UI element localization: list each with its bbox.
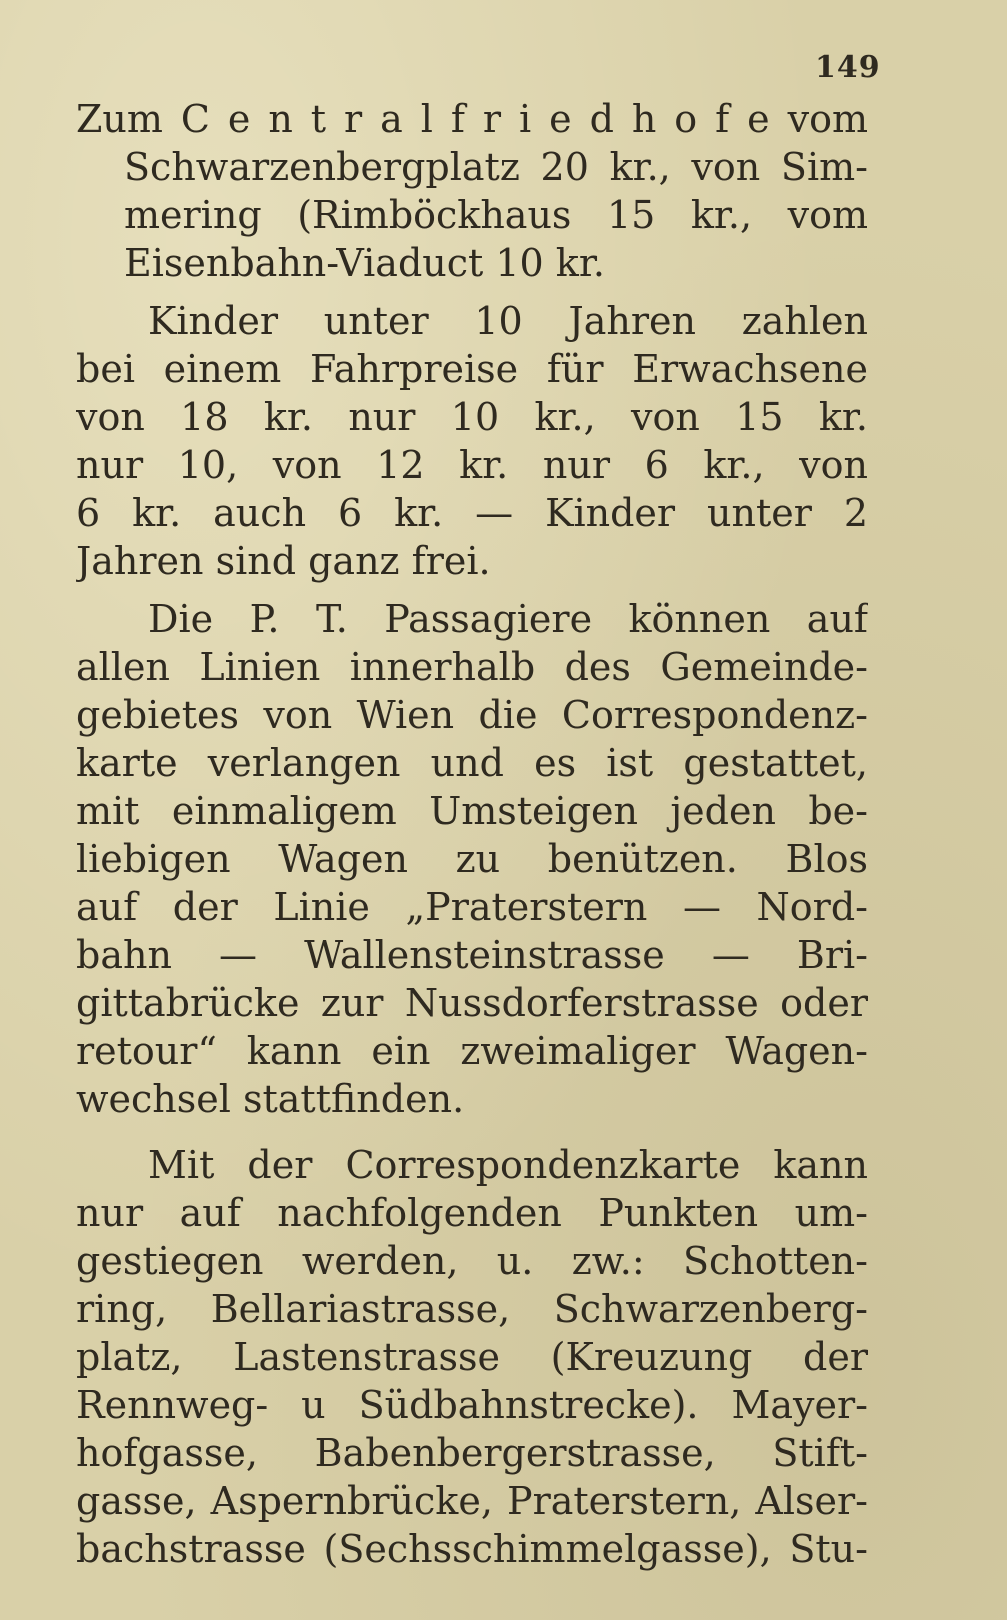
- paragraph-3: [76, 595, 868, 1123]
- text-line: 6 kr. auch 6 kr. — Kinder unter 2: [76, 491, 868, 535]
- text-line: karte verlangen und es ist gestattet,: [76, 741, 868, 785]
- text-line: Eisenbahn-Viaduct 10 kr.: [124, 241, 605, 285]
- text-line: gestiegen werden, u. zw.: Schotten-: [76, 1239, 868, 1283]
- text-line: retour“ kann ein zweimaliger Wagen-: [76, 1029, 868, 1073]
- text-line: hofgasse, Babenbergerstrasse, Stift-: [76, 1431, 868, 1475]
- text-line: bachstrasse (Sechsschimmelgasse), Stu-: [76, 1527, 868, 1571]
- text-line: Mit der Correspondenzkarte kann: [148, 1143, 868, 1187]
- body-text: [76, 95, 868, 1573]
- text-line: Jahren sind ganz frei.: [76, 539, 491, 583]
- paragraph-1: [76, 95, 868, 287]
- text-line: ring, Bellariastrasse, Schwarzenberg-: [76, 1287, 868, 1331]
- text-line: gasse, Aspernbrücke, Praterstern, Alser-: [76, 1479, 868, 1523]
- text-line: bei einem Fahrpreise für Erwachsene: [76, 347, 868, 391]
- text-line: auf der Linie „Praterstern — Nord-: [76, 885, 868, 929]
- text-line: gebietes von Wien die Correspondenz-: [76, 693, 868, 737]
- page-number: 149: [815, 50, 881, 85]
- text-line: Zum C e n t r a l f r i e d h o f e vom: [76, 97, 868, 141]
- text-line: Schwarzenbergplatz 20 kr., von Sim-: [124, 145, 868, 189]
- text-line: nur 10, von 12 kr. nur 6 kr., von: [76, 443, 868, 487]
- text-line: liebigen Wagen zu benützen. Blos: [76, 837, 868, 881]
- text-line: allen Linien innerhalb des Gemeinde-: [76, 645, 868, 689]
- text-line: wechsel stattfinden.: [76, 1077, 465, 1121]
- text-line: Rennweg- u Südbahnstrecke). Mayer-: [76, 1383, 868, 1427]
- text-line: bahn — Wallensteinstrasse — Bri-: [76, 933, 868, 977]
- paragraph-4: [76, 1141, 868, 1573]
- text-line: platz, Lastenstrasse (Kreuzung der: [76, 1335, 868, 1379]
- text-line: Kinder unter 10 Jahren zahlen: [148, 299, 868, 343]
- text-line: Die P. T. Passagiere können auf: [148, 597, 868, 641]
- paragraph-2: [76, 297, 868, 585]
- text-line: nur auf nachfolgenden Punkten um-: [76, 1191, 868, 1235]
- text-line: gittabrücke zur Nussdorferstrasse oder: [76, 981, 868, 1025]
- text-line: mering (Rimböckhaus 15 kr., vom: [124, 193, 868, 237]
- text-line: von 18 kr. nur 10 kr., von 15 kr.: [76, 395, 868, 439]
- text-line: mit einmaligem Umsteigen jeden be-: [76, 789, 868, 833]
